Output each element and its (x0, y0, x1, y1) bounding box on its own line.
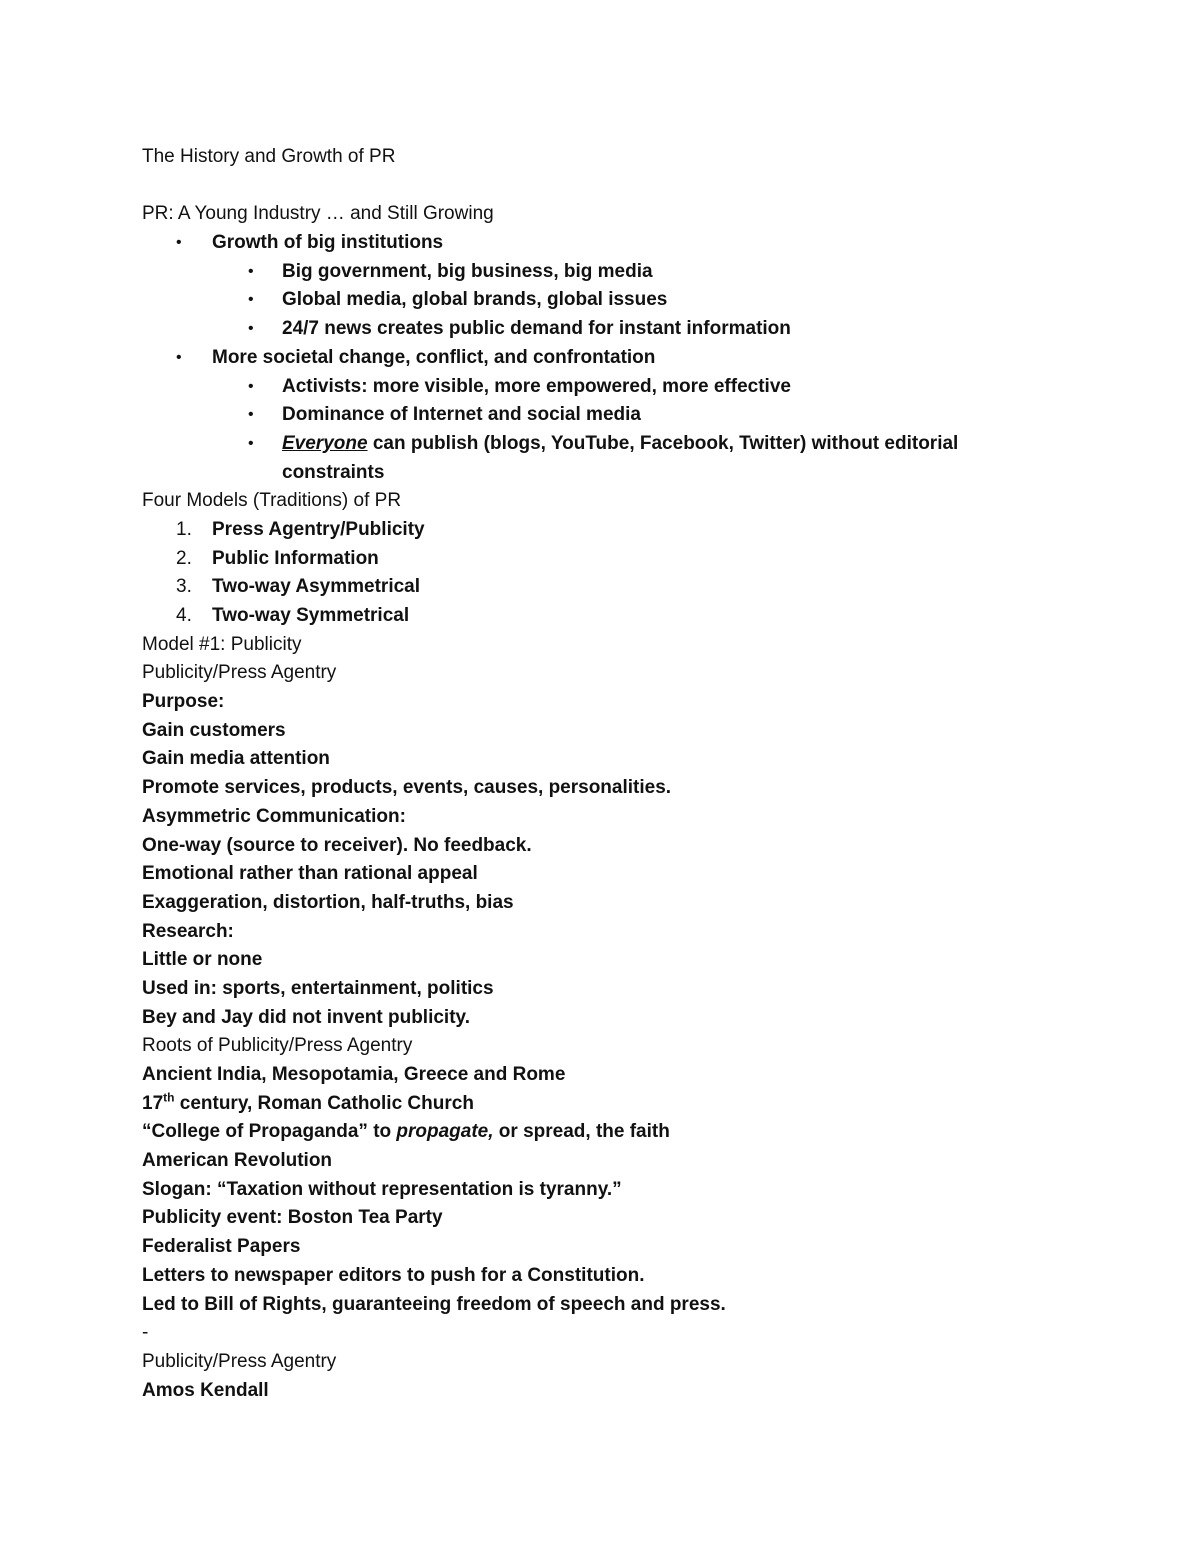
section-heading-young-industry: PR: A Young Industry … and Still Growing (142, 203, 494, 225)
numbered-item (142, 545, 1142, 574)
section-heading-model-1: Model #1: Publicity (142, 633, 302, 655)
text-line: Little or none (142, 949, 263, 971)
numbered-item (142, 516, 1142, 545)
list-item (142, 229, 1142, 258)
text-line: Led to Bill of Rights, guaranteeing freedom of speech and press. (142, 1293, 726, 1315)
text-line: Promote services, products, events, causes, personalities. (142, 777, 672, 799)
item-label: Press Agentry/Publicity (212, 518, 425, 540)
bullet-icon: • (176, 234, 182, 252)
century-number: 17 (142, 1092, 164, 1114)
text-line: American Revolution (142, 1150, 333, 1172)
item-label: Public Information (212, 547, 379, 569)
text-line: Amos Kendall (142, 1379, 269, 1401)
list-item-label: can publish (blogs, YouTube, Facebook, Twitter) without editorial (367, 432, 959, 454)
list-item-label: Activists: more visible, more empowered, more effective (282, 375, 791, 397)
spacer (142, 172, 1142, 201)
bullet-icon: • (248, 291, 254, 309)
text-line: Letters to newspaper editors to push for a Constitution. (142, 1264, 645, 1286)
item-label: Two-way Asymmetrical (212, 576, 421, 598)
numbered-item (142, 602, 1142, 631)
list-item (142, 430, 1142, 459)
text-line: Emotional rather than rational appeal (142, 863, 478, 885)
text-line: Asymmetric Communication: (142, 805, 406, 827)
bullet-icon: • (176, 348, 182, 366)
section-heading-four-models: Four Models (Traditions) of PR (142, 490, 402, 512)
text-line (142, 1090, 1142, 1119)
text-line: Purpose: (142, 691, 225, 713)
section-subheading: Publicity/Press Agentry (142, 662, 337, 684)
item-number: 3. (176, 576, 192, 598)
bullet-icon: • (248, 262, 254, 280)
list-item-label: Global media, global brands, global issues (282, 289, 668, 311)
list-item (142, 286, 1142, 315)
list-item-label: More societal change, conflict, and confrontation (212, 346, 656, 368)
item-number: 1. (176, 518, 192, 540)
document-title: The History and Growth of PR (142, 146, 396, 167)
bullet-icon: • (248, 406, 254, 424)
item-label: Two-way Symmetrical (212, 605, 410, 626)
section-heading-publicity: Publicity/Press Agentry (142, 1350, 337, 1372)
item-number: 2. (176, 547, 192, 569)
bullet-icon: • (248, 434, 254, 452)
list-item (142, 315, 1142, 344)
list-item (142, 401, 1142, 430)
text-line: Gain customers (142, 719, 286, 741)
text-line: Research: (142, 920, 234, 942)
list-item (142, 373, 1142, 402)
emphasis-everyone: Everyone (282, 432, 368, 454)
text-line: Gain media attention (142, 748, 330, 770)
century-text: century, Roman Catholic Church (174, 1092, 474, 1114)
list-item (142, 344, 1142, 373)
numbered-item (142, 573, 1142, 602)
text-line: Ancient India, Mesopotamia, Greece and Rome (142, 1064, 566, 1085)
text-line: Federalist Papers (142, 1236, 301, 1258)
list-item-label: Growth of big institutions (212, 232, 444, 254)
document-page (142, 143, 1142, 1405)
emphasis-propagate: propagate, (396, 1121, 494, 1143)
item-number: 4. (176, 605, 192, 626)
text-line: Exaggeration, distortion, half-truths, bias (142, 891, 514, 913)
century-suffix: th (163, 1090, 175, 1105)
text-line: Slogan: “Taxation without representation is tyranny.” (142, 1178, 622, 1200)
text-line: Publicity event: Boston Tea Party (142, 1207, 443, 1229)
text-fragment: or spread, the faith (493, 1121, 670, 1143)
list-item-label: Big government, big business, big media (282, 260, 653, 282)
text-line: Used in: sports, entertainment, politics (142, 977, 494, 999)
text-line (142, 1118, 1142, 1147)
section-heading-roots: Roots of Publicity/Press Agentry (142, 1035, 413, 1057)
text-fragment: “College of Propaganda” to (142, 1121, 397, 1143)
text-line: Bey and Jay did not invent publicity. (142, 1006, 470, 1028)
bullet-icon: • (248, 320, 254, 338)
list-item-label: Dominance of Internet and social media (282, 404, 641, 426)
list-item-continuation: constraints (282, 461, 385, 483)
list-item-label: 24/7 news creates public demand for instant information (282, 318, 791, 340)
text-line: One-way (source to receiver). No feedback. (142, 834, 532, 856)
list-item (142, 258, 1142, 287)
bullet-icon: • (248, 377, 254, 395)
dash-separator: - (142, 1322, 149, 1344)
